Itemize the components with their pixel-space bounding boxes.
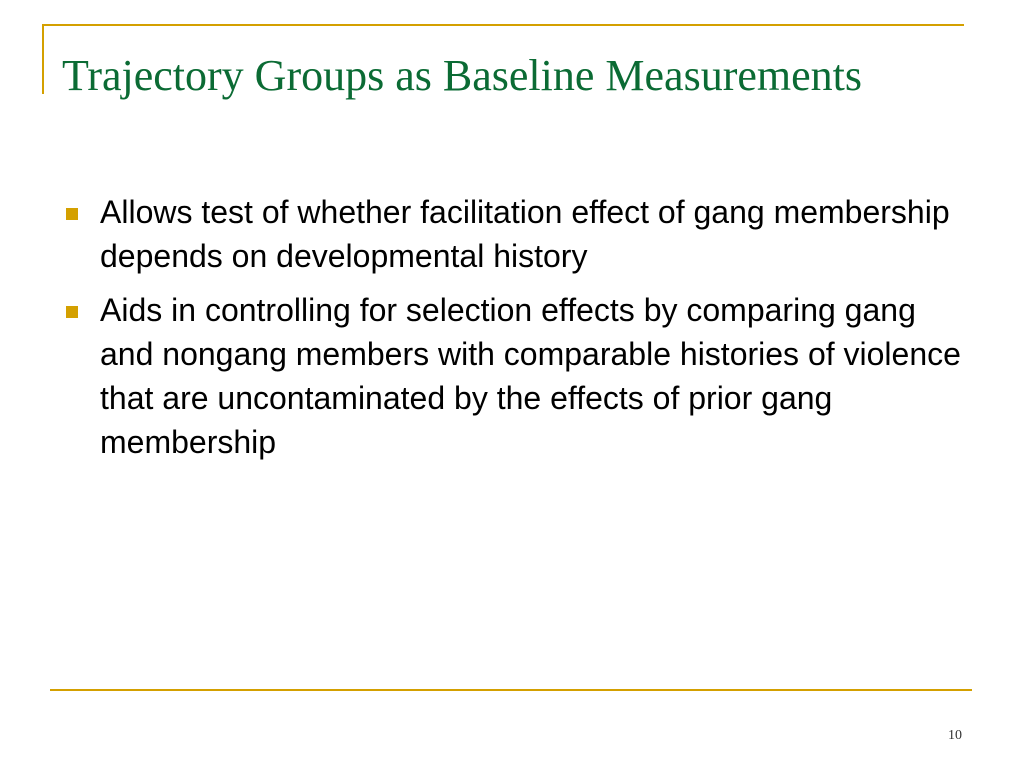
slide-title: Trajectory Groups as Baseline Measurements [62, 51, 862, 100]
left-border-line [42, 24, 44, 94]
bullet-list [62, 190, 962, 474]
top-border-line [42, 24, 964, 26]
page-number: 10 [948, 728, 962, 743]
bullet-item [62, 190, 962, 278]
bullet-text: Allows test of whether facilitation effect of gang membership depends on developmental history [100, 194, 950, 274]
square-bullet-icon [66, 208, 78, 220]
bullet-text: Aids in controlling for selection effects by comparing gang and nongang members with comparable histories of violence that are uncontaminated by the effects of prior gang membership [100, 292, 961, 460]
square-bullet-icon [66, 306, 78, 318]
footer-divider [50, 689, 972, 691]
bullet-item [62, 288, 962, 464]
